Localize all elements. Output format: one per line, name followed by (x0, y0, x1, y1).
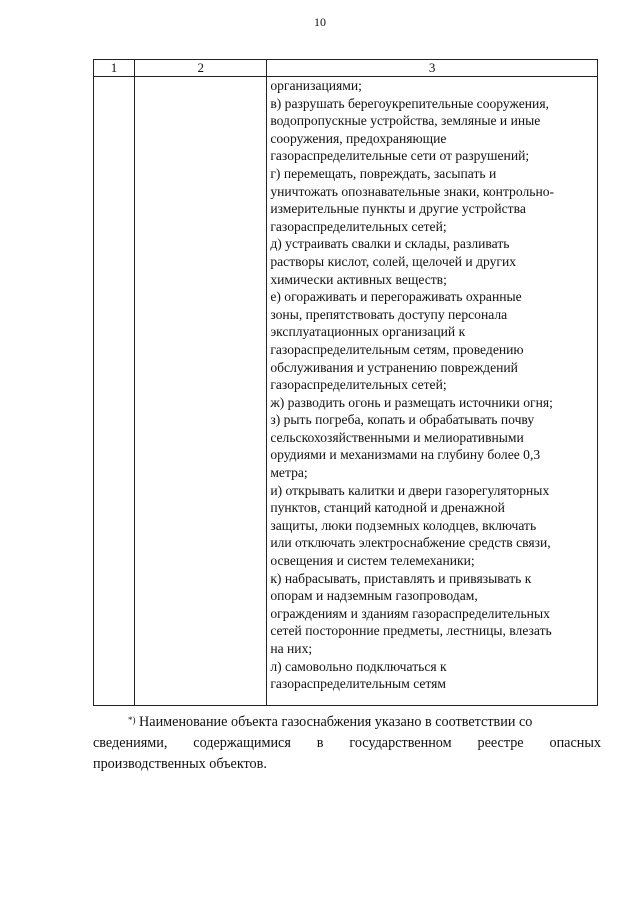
prohibition-line: и) открывать калитки и двери газорегуляторных (270, 482, 550, 498)
footnote-word: реестре (477, 735, 524, 751)
column-header-3: 3 (267, 60, 598, 77)
prohibition-line: д) устраивать свалки и склады, разливать (270, 236, 510, 252)
footnote (93, 712, 601, 775)
prohibition-line: организациями; (270, 78, 362, 93)
footnote-text: Наименование объекта газоснабжения указано в соответствии со (139, 714, 533, 730)
footnote-word: опасных (549, 735, 601, 751)
prohibition-line: на них; (270, 641, 313, 656)
table-cell-col1 (94, 77, 135, 706)
prohibition-line: орудиями и механизмами на глубину более 0,3 (270, 447, 541, 463)
page-number: 10 (314, 15, 326, 29)
prohibition-line: водопропускные устройства, земляные и иные (270, 113, 541, 129)
prohibition-line: газораспределительные сети от разрушений; (270, 148, 530, 164)
table-cell-col3 (267, 77, 598, 706)
prohibition-line: освещения и систем телемеханики; (270, 553, 475, 569)
footnote-line (93, 733, 601, 754)
prohibition-line: газораспределительных сетей; (270, 218, 447, 234)
prohibition-line: или отключать электроснабжение средств связи, (270, 535, 551, 551)
prohibition-line: растворы кислот, солей, щелочей и других (270, 253, 517, 269)
footnote-word: содержащимися (193, 735, 291, 751)
column-header-1: 1 (94, 60, 135, 77)
prohibition-line: з) рыть погреба, копать и обрабатывать почву (270, 412, 535, 428)
prohibition-line: газораспределительных сетей; (270, 377, 447, 393)
prohibition-line: опорам и надземным газопроводам, (270, 588, 478, 604)
prohibition-line: к) набрасывать, приставлять и привязывать к (270, 570, 532, 586)
prohibition-line: уничтожать опознавательные знаки, контрольно- (270, 183, 555, 199)
prohibition-line: газораспределительным сетям (270, 676, 447, 692)
prohibition-line: г) перемещать, повреждать, засыпать и (270, 165, 497, 181)
prohibition-line: сельскохозяйственными и мелиоративными (270, 429, 524, 445)
table-header-row (94, 60, 598, 77)
prohibition-line: е) огораживать и перегораживать охранные (270, 289, 522, 305)
prohibition-line: ж) разводить огонь и размещать источники огня; (270, 394, 553, 410)
table-cell-col2 (135, 77, 267, 706)
prohibition-line: сетей посторонние предметы, лестницы, влезать (270, 623, 552, 639)
footnote-word: в (316, 735, 324, 751)
footnote-text: производственных объектов. (93, 756, 267, 772)
prohibition-line: обслуживания и устранению повреждений (270, 359, 518, 375)
requirements-table (93, 59, 598, 706)
footnote-word: государственном (349, 735, 452, 751)
prohibition-line: защиты, люки подземных колодцев, включать (270, 517, 537, 533)
prohibition-line: зоны, препятствовать доступу персонала (270, 306, 508, 322)
prohibition-line: газораспределительным сетям, проведению (270, 341, 524, 357)
prohibition-line: в) разрушать берегоукрепительные сооружения, (270, 95, 549, 111)
prohibition-line: измерительные пункты и другие устройства (270, 201, 526, 217)
column-header-2: 2 (135, 60, 267, 77)
prohibition-line: сооружения, предохраняющие (270, 130, 447, 146)
prohibition-line: л) самовольно подключаться к (270, 658, 447, 674)
prohibition-line: химически активных веществ; (270, 271, 447, 287)
table-row (94, 77, 598, 706)
footnote-mark: *) (128, 715, 136, 725)
prohibition-line: пунктов, станций катодной и дренажной (270, 500, 505, 516)
prohibition-line: эксплуатационных организаций к (270, 324, 466, 340)
footnote-word: сведениями, (93, 735, 168, 751)
prohibition-line: метра; (270, 465, 308, 481)
footnote-line (93, 712, 601, 733)
prohibition-line: ограждениям и зданиям газораспределительных (270, 605, 550, 621)
